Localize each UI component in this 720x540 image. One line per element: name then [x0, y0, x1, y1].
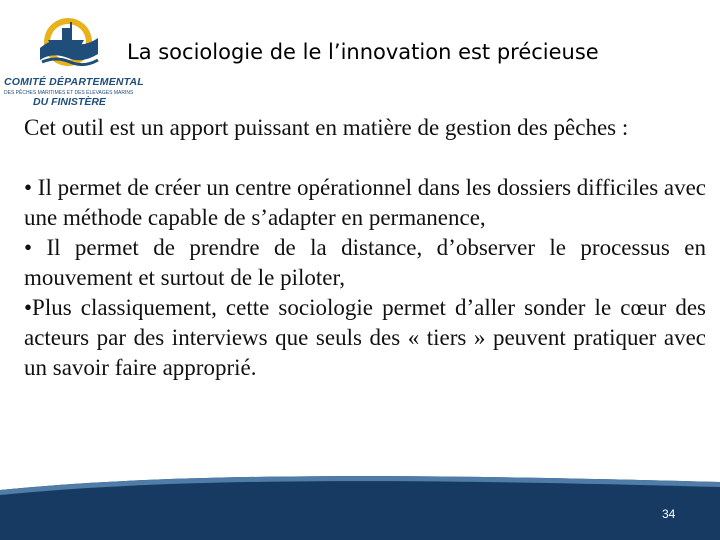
logo [0, 14, 142, 110]
bullet-1: • Il permet de créer un centre opérationnel dans les dossiers difficiles avec une méthode capable de s’adapter en permanence, [24, 175, 707, 230]
logo-org-name: COMITÉ DÉPARTEMENTAL [4, 76, 144, 88]
slide-body [24, 113, 706, 383]
bullet-2: • Il permet de prendre de la distance, d’observer le processus en mouvement et surtout de le piloter, [24, 235, 706, 290]
intro-paragraph: Cet outil est un apport puissant en matière de gestion des pêches : [24, 115, 629, 140]
fishing-boat-logo-icon [34, 14, 104, 74]
bullet-3: •Plus classiquement, cette sociologie permet d’aller sonder le cœur des acteurs par des interviews que seuls des « tiers » peuvent pratiquer avec un savoir faire approprié. [24, 295, 706, 380]
logo-org-subtitle: DES PÊCHES MARITIMES ET DES ÉLEVAGES MARINS [4, 90, 134, 96]
logo-org-region: DU FINISTÈRE [33, 96, 106, 108]
slide-title: La sociologie de le l’innovation est précieuse [127, 40, 599, 64]
bottom-wave-band [0, 460, 720, 540]
page-number: 34 [662, 507, 676, 521]
